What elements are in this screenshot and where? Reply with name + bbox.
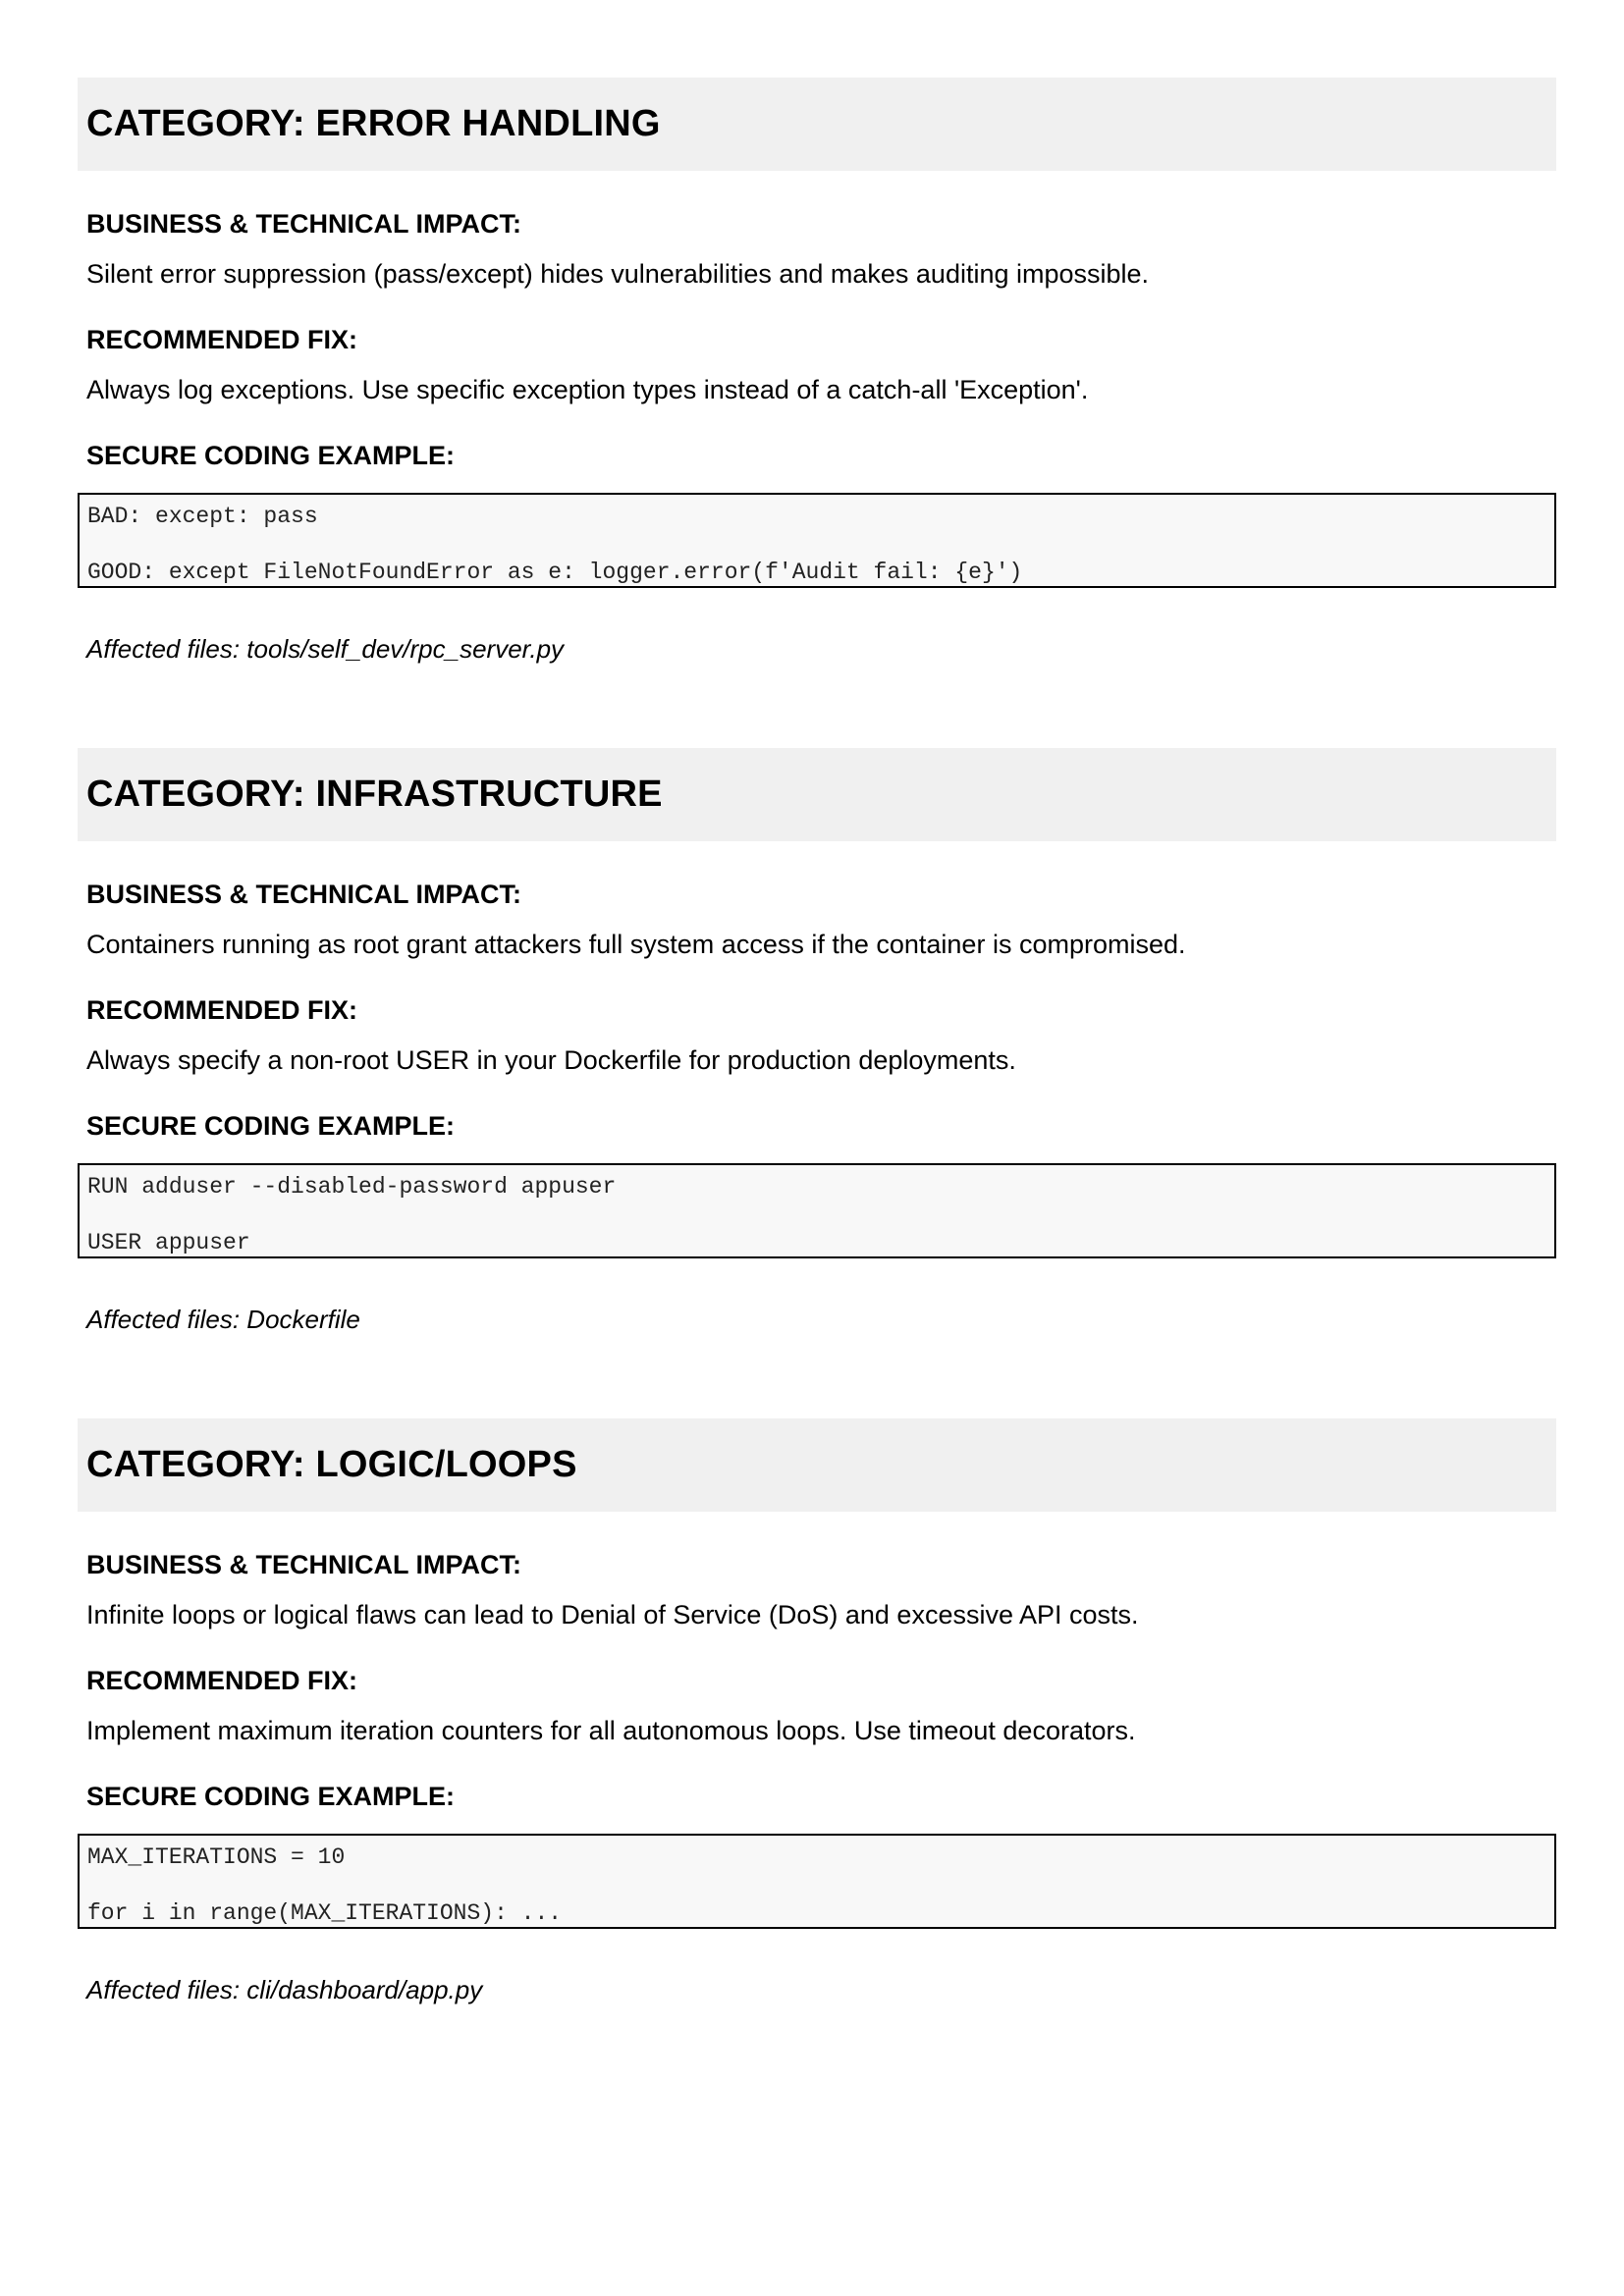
code-line: RUN adduser --disabled-password appuser [87,1174,617,1200]
code-example [78,1834,1556,1929]
category-section-infrastructure [78,748,1556,1332]
category-header [78,748,1556,841]
impact-label: BUSINESS & TECHNICAL IMPACT: [86,209,522,239]
affected-files: Affected files: tools/self_dev/rpc_server.py [86,634,565,664]
category-title: CATEGORY: ERROR HANDLING [86,103,661,144]
affected-files: Affected files: Dockerfile [86,1305,360,1334]
impact-text: Infinite loops or logical flaws can lead to Denial of Service (DoS) and excessive API costs. [86,1600,1139,1629]
code-line: BAD: except: pass [87,504,318,529]
fix-label: RECOMMENDED FIX: [86,995,357,1025]
code-line: USER appuser [87,1230,250,1255]
example-label: SECURE CODING EXAMPLE: [86,1782,456,1811]
category-header [78,78,1556,171]
document-body [78,78,1556,2089]
category-title: CATEGORY: INFRASTRUCTURE [86,774,663,815]
fix-label: RECOMMENDED FIX: [86,325,357,354]
code-example [78,493,1556,588]
category-title: CATEGORY: LOGIC/LOOPS [86,1444,577,1485]
impact-label: BUSINESS & TECHNICAL IMPACT: [86,1550,522,1579]
category-section-logic-loops [78,1418,1556,2002]
impact-text: Silent error suppression (pass/except) hides vulnerabilities and makes auditing impossible. [86,259,1150,289]
impact-text: Containers running as root grant attackers full system access if the container is compromised. [86,930,1186,959]
code-line: for i in range(MAX_ITERATIONS): ... [87,1900,563,1926]
example-label: SECURE CODING EXAMPLE: [86,441,456,470]
example-label: SECURE CODING EXAMPLE: [86,1111,456,1141]
category-header [78,1418,1556,1512]
code-line: GOOD: except FileNotFoundError as e: logger.error(f'Audit fail: {e}') [87,560,1023,585]
fix-text: Always log exceptions. Use specific exception types instead of a catch-all 'Exception'. [86,375,1089,404]
category-section-error-handling [78,78,1556,662]
fix-text: Implement maximum iteration counters for all autonomous loops. Use timeout decorators. [86,1716,1136,1745]
code-example [78,1163,1556,1258]
fix-label: RECOMMENDED FIX: [86,1666,357,1695]
affected-files: Affected files: cli/dashboard/app.py [86,1975,483,2004]
code-line: MAX_ITERATIONS = 10 [87,1844,346,1870]
fix-text: Always specify a non-root USER in your Dockerfile for production deployments. [86,1045,1016,1075]
impact-label: BUSINESS & TECHNICAL IMPACT: [86,880,522,909]
